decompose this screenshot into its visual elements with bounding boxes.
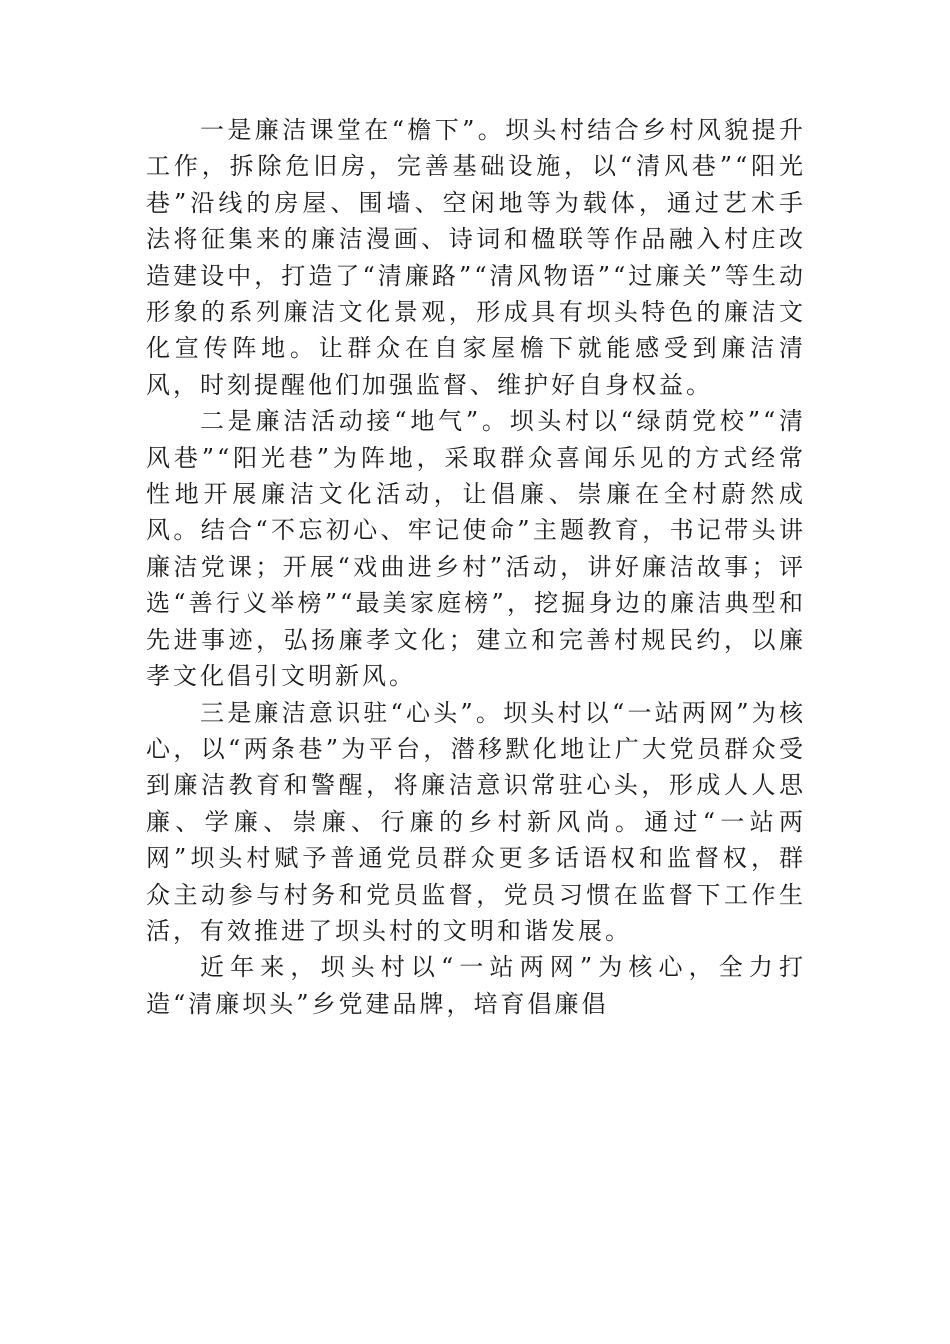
paragraph-4: 近年来，坝头村以“一站两网”为核心，全力打造“清廉坝头”乡党建品牌，培育倡廉倡 [146,953,806,1018]
paragraph-2: 二是廉洁活动接“地气”。坝头村以“绿荫党校”“清风巷”“阳光巷”为阵地，采取群众喜闻乐见的方式经常性地开展廉洁文化活动，让倡廉、崇廉在全村蔚然成风。结合“不忘初心、牢记使命”主题教育，书记带头讲廉洁党课；开展“戏曲进乡村”活动，讲好廉洁故事；评选“善行义举榜”“最美家庭榜”，挖掘身边的廉洁典型和先进事迹，弘扬廉孝文化；建立和完善村规民约，以廉孝文化倡引文明新风。 [146,407,806,691]
document-body [146,112,806,1022]
paragraph-1: 一是廉洁课堂在“檐下”。坝头村结合乡村风貌提升工作，拆除危旧房，完善基础设施，以“清风巷”“阳光巷”沿线的房屋、围墙、空闲地等为载体，通过艺术手法将征集来的廉洁漫画、诗词和楹联等作品融入村庄改造建设中，打造了“清廉路”“清风物语”“过廉关”等生动形象的系列廉洁文化景观，形成具有坝头特色的廉洁文化宣传阵地。让群众在自家屋檐下就能感受到廉洁清风，时刻提醒他们加强监督、维护好自身权益。 [146,116,806,399]
paragraph-3: 三是廉洁意识驻“心头”。坝头村以“一站两网”为核心，以“两条巷”为平台，潜移默化地让广大党员群众受到廉洁教育和警醒，将廉洁意识常驻心头，形成人人思廉、学廉、崇廉、行廉的乡村新风尚。通过“一站两网”坝头村赋予普通党员群众更多话语权和监督权，群众主动参与村务和党员监督，党员习惯在监督下工作生活，有效推进了坝头村的文明和谐发展。 [146,698,806,945]
